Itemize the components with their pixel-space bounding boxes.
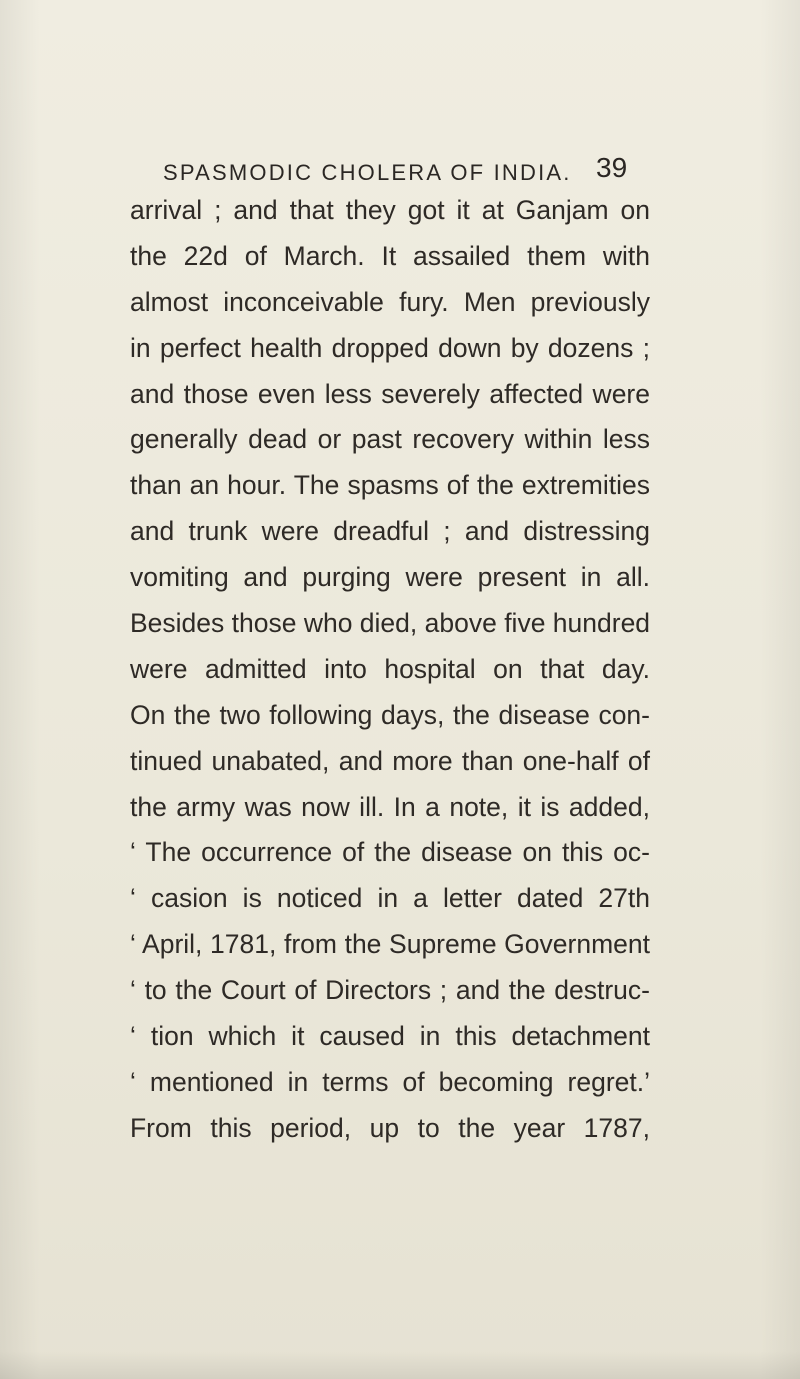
body-text: [130, 188, 650, 1152]
text-line: From this period, up to the year 1787,: [130, 1112, 650, 1143]
text-line: in perfect health dropped down by dozens ;: [130, 332, 650, 363]
text-line: the army was now ill. In a note, it is added,: [130, 791, 650, 822]
text-line: ‘ to the Court of Directors ; and the destruc-: [130, 975, 650, 1006]
text-line: ‘ mentioned in terms of becoming regret.’: [130, 1066, 650, 1097]
text-line: and trunk were dreadful ; and distressing: [130, 516, 650, 547]
text-line: On the two following days, the disease con-: [130, 699, 650, 730]
text-line: Besides those who died, above five hundred: [130, 608, 651, 639]
text-line: ‘ The occurrence of the disease on this oc-: [130, 837, 650, 868]
running-head: SPASMODIC CHOLERA OF INDIA.: [163, 160, 572, 185]
text-line: ‘ casion is noticed in a letter dated 27th: [130, 883, 650, 914]
text-line: tinued unabated, and more than one-half of: [130, 745, 650, 776]
text-line: ‘ April, 1781, from the Supreme Government: [130, 929, 650, 960]
text-line: almost inconceivable fury. Men previously: [130, 286, 650, 317]
page-number: 39: [596, 152, 628, 183]
text-line: the 22d of March. It assailed them with: [130, 240, 650, 271]
text-line: generally dead or past recovery within less: [130, 424, 650, 455]
text-line: and those even less severely affected were: [130, 378, 650, 409]
text-line: were admitted into hospital on that day.: [130, 653, 650, 684]
text-line: vomiting and purging were present in all.: [130, 562, 650, 593]
page-edge-shadow: [0, 1351, 800, 1379]
text-line: ‘ tion which it caused in this detachment: [130, 1021, 650, 1052]
text-line: arrival ; and that they got it at Ganjam on: [130, 195, 650, 225]
text-line: than an hour. The spasms of the extremities: [130, 470, 650, 501]
